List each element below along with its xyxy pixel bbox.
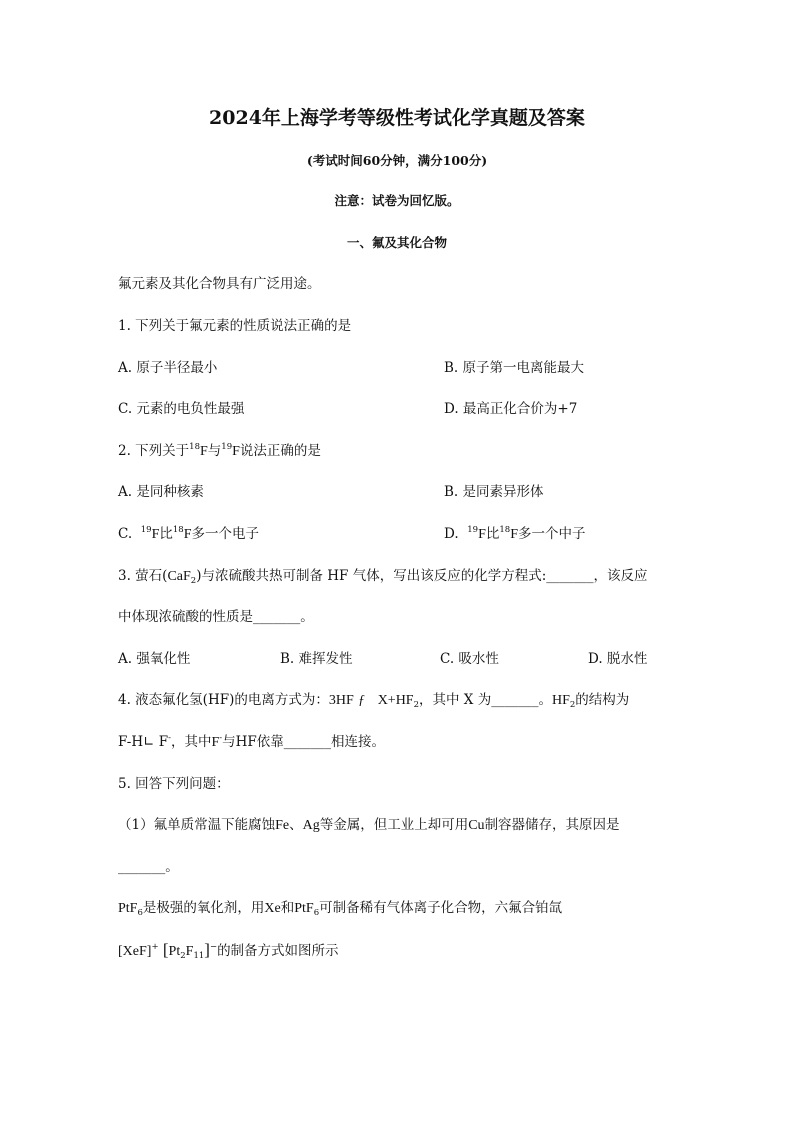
q3-line-2 — [118, 607, 314, 627]
q4-yikao: 依靠 — [256, 734, 284, 750]
q1-stem: 1. 下列关于氟元素的性质说法正确的是 — [118, 318, 352, 334]
q2-el-1: F — [200, 444, 208, 459]
q4-eq-arrow: ƒ — [358, 692, 365, 707]
q2-option-a: A. 是同种核素 — [118, 484, 204, 500]
q5-f-sub: 11 — [193, 951, 205, 961]
q4-tail: 的结构为 — [575, 692, 630, 708]
section-heading: 一、氟及其化合物 — [346, 235, 447, 250]
q4-eq-left: 3HF — [328, 693, 354, 708]
q2-c-el-1: F — [151, 527, 160, 542]
q5-xe: Xe — [264, 901, 281, 916]
q3-option-d: D. 脱水性 — [588, 651, 648, 667]
q2-stem-post: 说法正确的是 — [239, 443, 321, 459]
q4-struct: F-H∟ F — [118, 734, 169, 750]
q4-line-1 — [118, 690, 629, 711]
q2-d-iso19: 19 — [467, 525, 479, 535]
q2-iso19: 19 — [221, 442, 233, 452]
q5-ptf6-1: PtF — [118, 901, 138, 916]
q2-stem-pre: 2. 下列关于 — [118, 443, 190, 459]
q5-dun: 、 — [289, 817, 303, 833]
q3-pre: 3. 萤石( — [118, 568, 168, 584]
q4-line2-mid: ，其中 — [170, 734, 212, 750]
q3-option-c: C. 吸水性 — [440, 651, 499, 667]
q5-pt: Pt — [168, 944, 181, 959]
q1-option-a: A. 原子半径最小 — [118, 360, 218, 376]
q4-f-ion: F — [211, 735, 220, 750]
q3-formula-sub: 2 — [190, 576, 197, 586]
q1-option-d: D. 最高正化合价为+7 — [444, 401, 578, 417]
q3-blank-1: _______ — [546, 568, 594, 584]
q5-ag: Ag — [302, 818, 320, 833]
q4-hf2-sub: 2 — [569, 700, 576, 710]
q5-stem: 5. 回答下列问题： — [118, 776, 230, 792]
q4-f-minus: - — [219, 733, 223, 743]
q3-formula: CaF — [167, 569, 191, 584]
q4-line2-end: 相连接。 — [331, 734, 386, 750]
q5-cu: Cu — [468, 818, 485, 833]
q5-ptf6-2: PtF — [294, 901, 314, 916]
q4-hf: HF — [235, 734, 257, 750]
q3-line-1 — [118, 566, 648, 587]
intro-text: 氟元素及其化合物具有广泛用途。 — [118, 276, 321, 292]
q1-option-b: B. 原子第一电离能最大 — [444, 360, 585, 376]
q3-line2-end: 。 — [300, 609, 314, 625]
q3-blank-2: _______ — [253, 609, 301, 625]
q5-p1-pre: （1）氟单质常温下能腐蚀 — [118, 817, 276, 833]
page-title: 2024年上海学考等级性考试化学真题及答案 — [209, 107, 585, 129]
q4-struct-minus: - — [168, 733, 171, 743]
q5-f: F — [185, 944, 194, 959]
q2-option-c — [118, 524, 259, 545]
q2-c-end: 多一个电子 — [191, 526, 259, 542]
q5-p2-and: 和 — [280, 900, 295, 916]
q4-pre: 4. 液态氟化氢(HF)的电离方式为： — [118, 692, 329, 708]
q5-ptf6-sub-1: 6 — [137, 908, 143, 918]
q5-p1-period: 。 — [165, 859, 179, 875]
exam-info: (考试时间60分钟，满分100分) — [306, 153, 488, 168]
q5-xef: [XeF] — [118, 944, 152, 959]
q2-stem — [118, 441, 321, 462]
q2-c-iso19: 19 — [140, 525, 152, 535]
q2-d-label: D. — [444, 526, 459, 542]
q4-blank-2: _______ — [283, 734, 332, 750]
q5-p1-blank: _______ — [118, 859, 166, 875]
q5-part2-line1 — [118, 898, 562, 919]
q5-anion-minus: − — [209, 942, 218, 952]
q3-end: ，该反应 — [593, 568, 648, 584]
q5-p1-end: 制容器储存，其原因是 — [484, 817, 620, 833]
q4-blank-1: _______ — [491, 692, 539, 708]
q4-eq-right: X+HF — [377, 693, 414, 708]
q5-p2-mid: 是极强的氧化剂，用 — [142, 900, 265, 916]
q2-d-iso18: 18 — [499, 525, 511, 535]
q5-bracket-open: [ — [162, 940, 169, 959]
q5-p3-end: 的制备方式如图所示 — [217, 943, 339, 959]
q4-eq-sub: 2 — [413, 700, 420, 710]
q2-d-end: 多一个中子 — [517, 526, 586, 542]
q2-c-label: C. — [118, 526, 133, 542]
q2-c-el-2: F — [183, 527, 192, 542]
q5-fe: Fe — [275, 818, 290, 833]
q2-d-el-1: F — [478, 527, 486, 542]
q1-option-c: C. 元素的电负性最强 — [118, 401, 245, 417]
q3-option-b: B. 难挥发性 — [280, 651, 353, 667]
q2-d-el-2: F — [510, 527, 518, 542]
q4-hf2: HF — [551, 693, 570, 708]
q2-option-b: B. 是同素异形体 — [444, 484, 544, 500]
q2-c-mid: 比 — [159, 526, 173, 542]
q5-p1-mid: 等金属，但工业上却可用 — [319, 817, 469, 833]
q4-end: 。 — [538, 692, 552, 708]
q5-xef-plus: + — [151, 942, 159, 952]
q2-c-iso18: 18 — [172, 525, 184, 535]
q5-ptf6-sub-2: 6 — [313, 908, 320, 918]
q4-yu: 与 — [222, 734, 236, 750]
q2-el-2: F — [232, 444, 240, 459]
q2-yu: 与 — [207, 443, 222, 459]
q5-part1-line2 — [118, 857, 179, 877]
exam-note: 注意：试卷为回忆版。 — [334, 193, 460, 208]
q4-line-2 — [118, 732, 385, 753]
q5-part2-line2 — [118, 940, 339, 962]
q4-mid: ，其中 X 为 — [419, 692, 492, 708]
q2-option-d — [444, 524, 585, 545]
q5-p2-end: 可制备稀有气体离子化合物，六氟合铂氙 — [319, 900, 563, 916]
q5-bracket-close: ] — [204, 940, 210, 959]
q3-post: )与浓硫酸共热可制备 HF 气体，写出该反应的化学方程式: — [196, 568, 547, 584]
q5-pt-sub: 2 — [180, 951, 186, 961]
q3-line2-pre: 中体现浓硫酸的性质是 — [118, 609, 253, 625]
q3-option-a: A. 强氧化性 — [118, 651, 191, 667]
q5-part1-line1 — [118, 815, 620, 836]
q2-iso18: 18 — [189, 442, 200, 452]
q2-d-mid: 比 — [485, 526, 500, 542]
